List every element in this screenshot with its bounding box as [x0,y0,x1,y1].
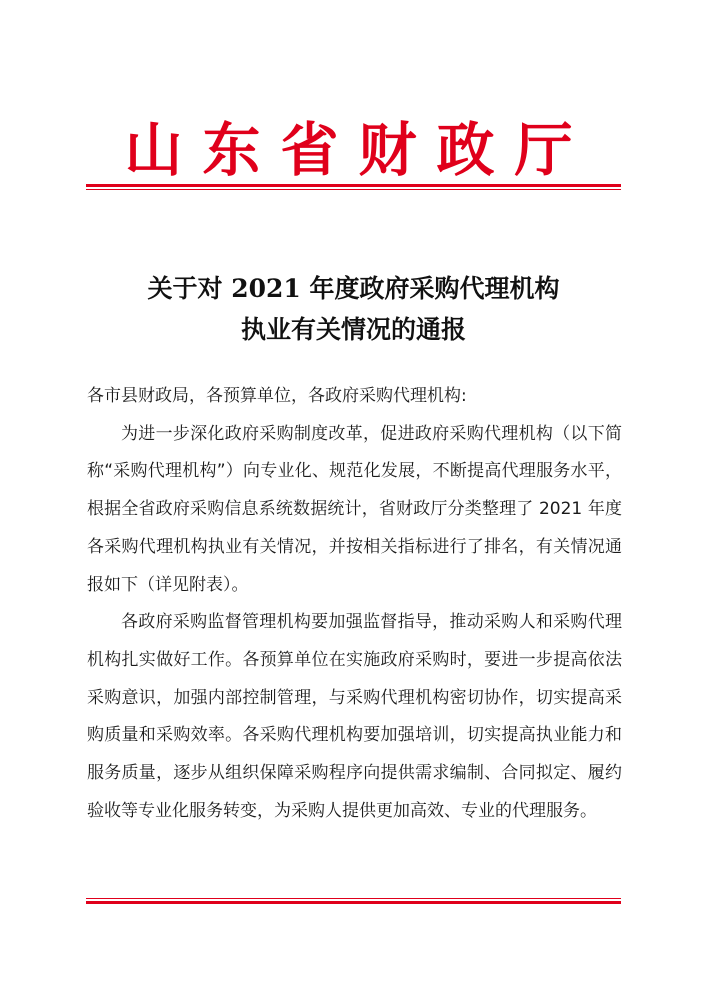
document-body [87,378,622,830]
document-title-line-1: 关于对 2021 年度政府采购代理机构 [147,274,560,303]
organization-header: 山东省财政厅 [124,116,593,184]
footer-red-rule-thick [86,901,621,904]
document-title-line-2: 执业有关情况的通报 [240,315,466,344]
body-paragraph-2: 各政府采购监督管理机构要加强监督指导，推动采购人和采购代理机构扎实做好工作。各预算单位在实施政府采购时，要进一步提高依法采购意识，加强内部控制管理，与采购代理机构密切协作，切实提高采购质量和采购效率。各采购代理机构要加强培训，切实提高执业能力和服务质量，逐步从组织保障采购程序向提供需求编制、合同拟定、履约验收等专业化服务转变，为采购人提供更加高效、专业的代理服务。 [87,612,622,821]
footer-red-rule-thin [86,898,621,899]
header-red-rule-thick [86,184,621,187]
salutation: 各市县财政局，各预算单位，各政府采购代理机构: [87,386,467,406]
body-paragraph-1: 为进一步深化政府采购制度改革，促进政府采购代理机构（以下简称“采购代理机构”）向专业化、规范化发展，不断提高代理服务水平，根据全省政府采购信息系统数据统计，省财政厅分类整理了 2021 年度各采购代理机构执业有关情况，并按相关指标进行了排名，有关情况通报如下（详见附表）。 [87,423,622,595]
document-title [0,268,707,350]
header-red-rule-thin [86,189,621,190]
